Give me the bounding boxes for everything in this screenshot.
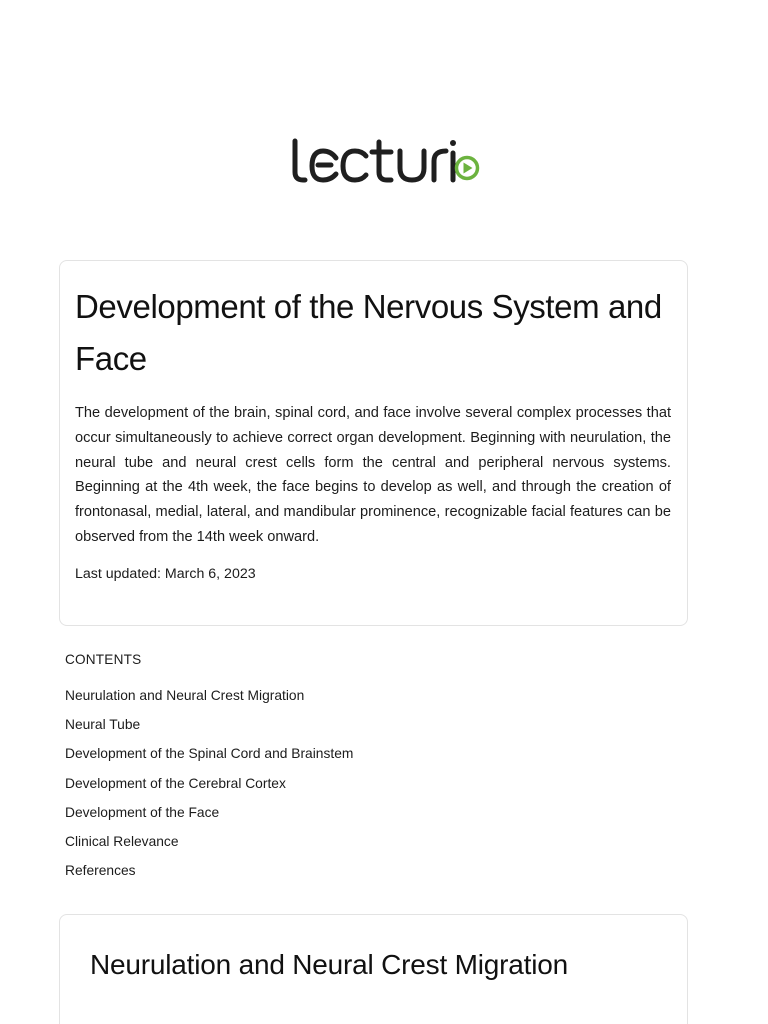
contents-link-neural-tube[interactable]: Neural Tube — [65, 717, 141, 733]
article-title: Development of the Nervous System and Face — [75, 288, 662, 377]
contents-link-spinal-cord-brainstem[interactable]: Development of the Spinal Cord and Brainstem — [65, 746, 354, 762]
contents-link-references[interactable]: References — [65, 863, 136, 879]
contents-list — [65, 687, 565, 891]
last-updated-date: Last updated: March 6, 2023 — [75, 565, 256, 582]
contents-link-clinical-relevance[interactable]: Clinical Relevance — [65, 833, 179, 849]
contents-link-face[interactable]: Development of the Face — [65, 804, 220, 820]
section-title: Neurulation and Neural Crest Migration — [90, 949, 568, 980]
article-intro-card — [59, 260, 688, 626]
section-card-neurulation — [59, 914, 688, 1024]
contents-link-cerebral-cortex[interactable]: Development of the Cerebral Cortex — [65, 775, 286, 791]
article-summary: The development of the brain, spinal cord, and face involve several complex processes that occur simultaneously to achieve correct organ development. Beginning with neurulation, the neural tube and neural crest cells form the central and peripheral nervous systems. Beginning at the 4th week, the face begins to develop as well, and through the creation of frontonasal, medial, lateral, and mandibular prominence, recognizable facial features can be observed from the 14th week onward. — [75, 405, 671, 545]
lecturio-logo[interactable] — [291, 136, 481, 186]
contents-heading: CONTENTS — [65, 652, 142, 667]
lecturio-logo-mark — [291, 136, 481, 186]
contents-link-neurulation[interactable]: Neurulation and Neural Crest Migration — [65, 688, 305, 703]
table-of-contents — [65, 651, 565, 891]
